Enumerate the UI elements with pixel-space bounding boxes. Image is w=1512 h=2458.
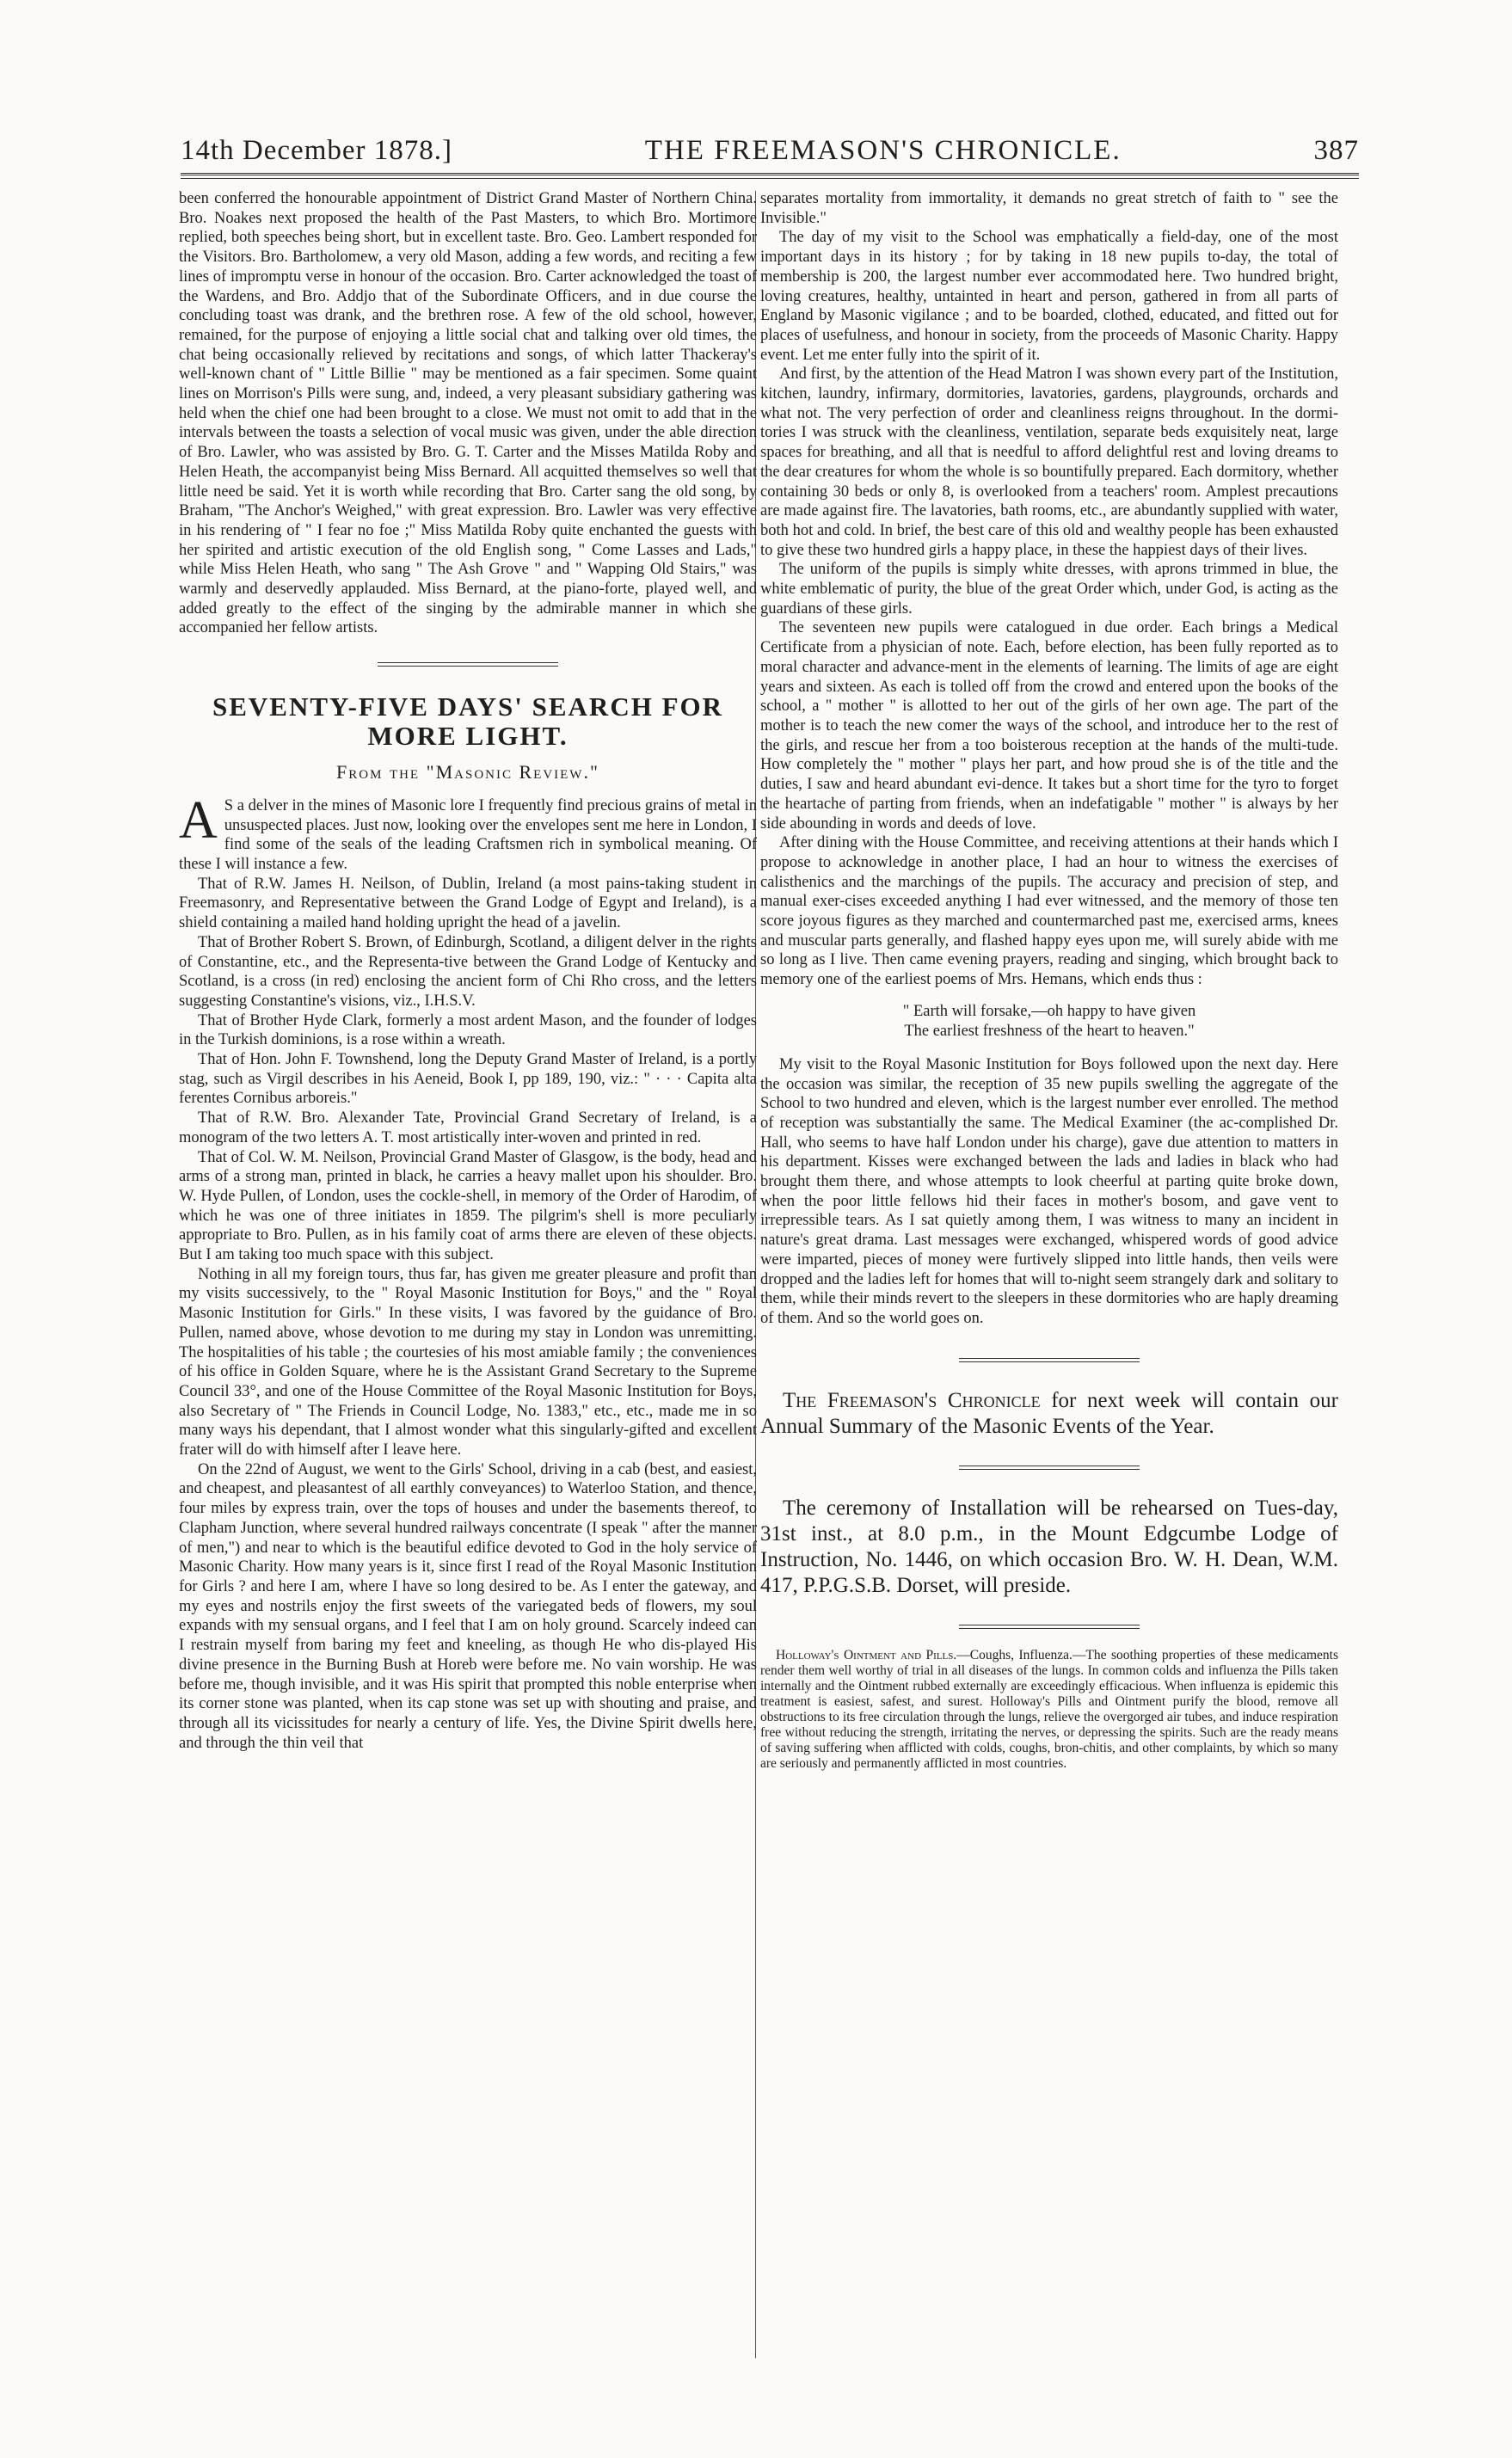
- article-paragraph: And first, by the attention of the Head Matron I was shown every part of the Institution, kitchen, laundry, infirmary, dormitories, lavatories, gardens, playgrounds, orchards and what not. The very perfection of order and cleanliness reigns throughout. In the dormi-tories I was struck with the cleanliness, ventilation, separate beds exquisitely neat, large spaces for breathing, and all that is needful to afford delightful rest and loving dreams to the dear creatures for whom the whole is so bountifully prepared. Each dormitory, whether containing 30 beds or only 8, is overlooked from a teachers' room. Amplest precautions are made against fire. The lavatories, bath rooms, etc., are abundantly supplied with water, both hot and cold. In brief, the best care of this old and wealthy people has been exhausted to give these two hundred girls a happy place, in these the happiest days of their lives.: [760, 366, 1338, 559]
- section-rule: [378, 666, 558, 667]
- poem-line: " Earth will forsake,—oh happy to have given: [902, 1002, 1196, 1020]
- notice-publication-name: The Freemason's Chronicle: [783, 1388, 1041, 1412]
- article-paragraph: That of R.W. Bro. Alexander Tate, Provincial Grand Secretary of Ireland, is a monogram of the two letters A. T. most artistically inter-woven and printed in red.: [179, 1109, 757, 1146]
- article-paragraph: That of Hon. John F. Townshend, long the Deputy Grand Master of Ireland, is a portly stag, such as Virgil describes in his Aeneid, Book I, pp 189, 190, viz.: " · · · Capita alta ferentes Cornibus arboreis.": [179, 1051, 757, 1108]
- notice-annual-summary: The Freemason's Chronicle for next week will contain our Annual Summary of the Masonic Events of the Year.: [760, 1388, 1338, 1438]
- article-source: From the "Masonic Review.": [336, 761, 599, 783]
- article-paragraph: The uniform of the pupils is simply white dresses, with aprons trimmed in blue, the white emblematic of purity, the blue of the great Order which, under God, is acting as the guardians of these girls.: [760, 561, 1338, 618]
- article-paragraph: A S a delver in the mines of Masonic lore I frequently find precious grains of metal in unsuspected places. Just now, looking over the envelopes sent me here in London, I find some of the seals of the leading Craftsmen rich in symbolical meaning. Of these I will instance a few.: [179, 790, 757, 873]
- section-rule: [959, 1358, 1140, 1359]
- article-title: SEVENTY-FIVE DAYS' SEARCH FOR MORE LIGHT.: [212, 691, 724, 752]
- notice-installation-rehearsal: The ceremony of Installation will be rehearsed on Tues-day, 31st inst., at 8.0 p.m., in the Mount Edgcumbe Lodge of Instruction, No. 1446, on which occasion Bro. W. H. Dean, W.M. 417, P.P.G.S.B. Dorset, will preside.: [760, 1496, 1338, 1597]
- left-column: [179, 189, 757, 2374]
- article-paragraph: My visit to the Royal Masonic Institution for Boys followed upon the next day. Here the occasion was similar, the reception of 35 new pupils swelling the aggregate of the School to two hundred and eleven, which is the largest number ever enrolled. The method of reception was substantially the same. The Medical Examiner (the ac-complished Dr. Hall, who seems to have half London under his charge), gave due attention to matters in his department. Kisses were exchanged between the lads and ladies in black who had brought them there, and whose attempts to look cheerful at parting quite broke down, when the poor little fellows hid their faces in mother's bosom, and gave vent to irrepressible tears. As I sat quietly among them, I was witness to many an incident in nature's great drama. Last messages were exchanged, whispered words of good advice were imparted, pieces of money were furtively slipped into little hands, then veils were dropped and the ladies left for homes that will to-night seem strangely dark and solitary to them, while their minds revert to the sleepers in these dormitories who are haply dreaming of them. And so the world goes on.: [760, 1055, 1338, 1327]
- advertisement-lead: Holloway's Ointment and Pills.: [776, 1647, 957, 1662]
- header-date: 14th December 1878.]: [181, 135, 452, 166]
- page-header: [181, 127, 1359, 167]
- article-paragraph: separates mortality from immortality, it demands no great stretch of faith to " see the Invisible.": [760, 190, 1338, 227]
- poem-quote: [760, 1002, 1338, 1042]
- article-paragraph: That of Brother Hyde Clark, formerly a most ardent Mason, and the founder of lodges in the Turkish dominions, is a rose within a wreath.: [179, 1011, 757, 1049]
- poem-line: The earliest freshness of the heart to heaven.": [904, 1022, 1195, 1040]
- article-paragraph: That of R.W. James H. Neilson, of Dublin, Ireland (a most pains-taking student in Freemasonry, and Representative between the Grand Lodge of Egypt and Ireland), is a shield containing a mailed hand holding upright the head of a javelin.: [179, 875, 757, 932]
- drop-cap: A: [179, 790, 218, 850]
- article-paragraph: That of Col. W. M. Neilson, Provincial Grand Master of Glasgow, is the body, head and arms of a strong man, printed in black, he carries a heavy mallet upon his shoulder. Bro. W. Hyde Pullen, of London, uses the cockle-shell, in memory of the Order of Harodim, of which he was one of three initiates in 1859. The pilgrim's shell is more peculiarly appropriate to Bro. Pullen, as in his family coat of arms there are eleven of these objects. But I am taking too much space with this subject.: [179, 1148, 757, 1264]
- article-paragraph: After dining with the House Committee, and receiving attentions at their hands which I propose to acknowledge in another place, I had an hour to witness the exercises of calisthenics and the marchings of the pupils. The accuracy and precision of step, and manual exer-cises exceeded anything I had ever witnessed, and the memory of those ten score joyous figures as they marched and countermarched past me, exercised arms, knees and muscular parts generally, and flashed happy eyes upon me, will surely abide with me so long as I live. Then came evening prayers, reading and singing, which brought back to memory one of the earliest poems of Mrs. Hemans, which ends thus :: [760, 834, 1338, 989]
- header-title: THE FREEMASON'S CHRONICLE.: [644, 135, 1122, 166]
- continued-paragraph: been conferred the honourable appointment of District Grand Master of Northern China. Bro. Noakes next proposed the health of the Past Masters, to which Bro. Mortimore replied, both speeches being short, but in excellent taste. Bro. Geo. Lambert responded for the Visitors. Bro. Bartholomew, a very old Mason, adding a few words, and reciting a few lines of impromptu verse in honour of the occasion. Bro. Carter acknowledged the toast of the Wardens, and Bro. Addjo that of the Subordinate Officers, and in due course the concluding toast was drank, and the brethren rose. A few of the old school, however, remained, for the purpose of enjoying a little social chat and talking over old times, the chat being occasionally relieved by recitations and songs, of which latter Thackeray's well-known chant of " Little Billie " may be mentioned as a fair specimen. Some quaint lines on Morrison's Pills were sung, and, indeed, a very pleasant subsidiary gathering was held when the chief one had been brought to a close. We must not omit to add that in the intervals between the toasts a selection of vocal music was given, under the able direction of Bro. Lawler, who was assisted by Bro. G. T. Carter and the Misses Matilda Roby and Helen Heath, the accompanyist being Miss Bernard. All acquitted themselves so well that little need be said. Yet it is worth while recording that Bro. Carter sang the old song, by Braham, "The Anchor's Weighed," with great expression. Bro. Lawler was very effective in his rendering of " I fear no foe ;" Miss Matilda Roby quite enchanted the guests with her spirited and artistic execution of the old English song, " Come Lasses and Lads," while Miss Helen Heath, who sang " The Ash Grove " and " Wapping Old Stairs," was warmly and deservedly applauded. Miss Bernard, at the piano-forte, played well, and added greatly to the effect of the singing by the admirable manner in which she accompanied her fellow artists.: [179, 190, 757, 637]
- article-paragraph: The day of my visit to the School was emphatically a field-day, one of the most important days in its history ; for by taking in 18 new pupils to-day, the total of membership is 200, the largest number ever accommodated here. Two hundred bright, loving creatures, healthy, untainted in heart and person, gathered in from all parts of England by Masonic vigilance ; and to be boarded, clothed, educated, and fitted out for places of usefulness, and honour in society, from the proceeds of Masonic Charity. Happy event. Let me enter fully into the spirit of it.: [760, 229, 1338, 364]
- advertisement-holloway: Holloway's Ointment and Pills.—Coughs, Influenza.—The soothing properties of these medicaments render them well worthy of trial in all diseases of the lungs. In common colds and influenza the Pills taken internally and the Ointment rubbed externally are exceedingly efficacious. When influenza is epidemic this treatment is easiest, safest, and surest. Holloway's Pills and Ointment purify the blood, remove all obstructions to its free circulation through the lungs, relieve the overgorged air tubes, and induce respiration free without reducing the strength, irritating the nerves, or depressing the spirits. Such are the ready means of saving suffering when afflicted with colds, coughs, bron-chitis, and other complaints, by which so many are seriously and permanently afflicted in most countries.: [760, 1647, 1338, 1771]
- article-paragraph: Nothing in all my foreign tours, thus far, has given me greater pleasure and profit than my visits successively, to the " Royal Masonic Institution for Boys," and the " Royal Masonic Institution for Girls." In these visits, I was favored by the guidance of Bro. Pullen, named above, whose devotion to me during my stay in London was unremitting. The hospitalities of his table ; the courtesies of his most amiable family ; the conveniences of his office in Golden Square, where he is the Assistant Grand Secretary to the Supreme Council 33°, and one of the House Committee of the Royal Masonic Institution for Boys, also Secretary of " The Friends in Council Lodge, No. 1383," etc., etc., made me in so many ways his dependant, that I almost wonder what this singularly-gifted and excellent frater will do with himself after I leave here.: [179, 1265, 757, 1459]
- article-paragraph: The seventeen new pupils were catalogued in due order. Each brings a Medical Certificate from a physician of note. Each, before election, has been fully reported as to moral character and advance-ment in the elements of learning. The limits of age are eight years and sixteen. As each is tolled off from the crowd and entered upon the books of the school, a " mother " is allotted to her out of the girls of her own age. The part of the mother is to teach the new comer the ways of the school, and introduce her to the rest of the girls, and rescue her from a too boisterous reception at the hands of the multi-tude. How completely the " mother " plays her part, and how proud she is of the title and the duties, I saw and heard abundant evi-dence. It takes but a short time for the tyro to forget the heartache of parting from friends, when an indefatigable " mother " is always by her side abounding in words and deeds of love.: [760, 619, 1338, 833]
- section-rule: [959, 1628, 1140, 1629]
- article-paragraph: On the 22nd of August, we went to the Girls' School, driving in a cab (best, and easiest, and cheapest, and pleasantest of all earthly conveyances) to Waterloo Station, and thence, four miles by express train, over the tops of houses and under the basements thereof, to Clapham Junction, where several hundred railways concentrate (I speak " after the manner of men,") and near to which is the beautiful edifice devoted to God in the holy service of Masonic Charity. How many years is it, since first I read of the Royal Masonic Institution for Girls ? and here I am, where I have so long desired to be. As I enter the gateway, and my eyes and nostrils enjoy the first sweets of the variegated beds of flowers, my soul expands with my sensual organs, and I feel that I am on holy ground. Scarcely indeed can I restrain myself from baring my feet and kneeling, as though He who dis-played His divine presence in the Burning Bush at Horeb were before me. No vain worship. He was before me, though invisible, and it was His spirit that prompted this noble enterprise when its corner stone was planted, when its cap stone was set up with shouting and praise, and through all its vicissitudes for nearly a century of life. Yes, the Divine Spirit dwells here, and through the thin veil that: [179, 1460, 757, 1752]
- section-rule: [959, 1469, 1140, 1470]
- header-page-number: 387: [1313, 135, 1359, 166]
- article-paragraph: That of Brother Robert S. Brown, of Edinburgh, Scotland, a diligent delver in the rights of Constantine, etc., and the Representa-tive between the Grand Lodge of Kentucky and Scotland, is a cross (in red) enclosing the ancient form of Chi Rho cross, and the letters suggesting Constantine's visions, viz., I.H.S.V.: [179, 933, 757, 1010]
- header-rule: [181, 173, 1359, 179]
- section-rule: [959, 1361, 1140, 1362]
- right-column: [760, 189, 1338, 2374]
- section-rule: [378, 662, 558, 663]
